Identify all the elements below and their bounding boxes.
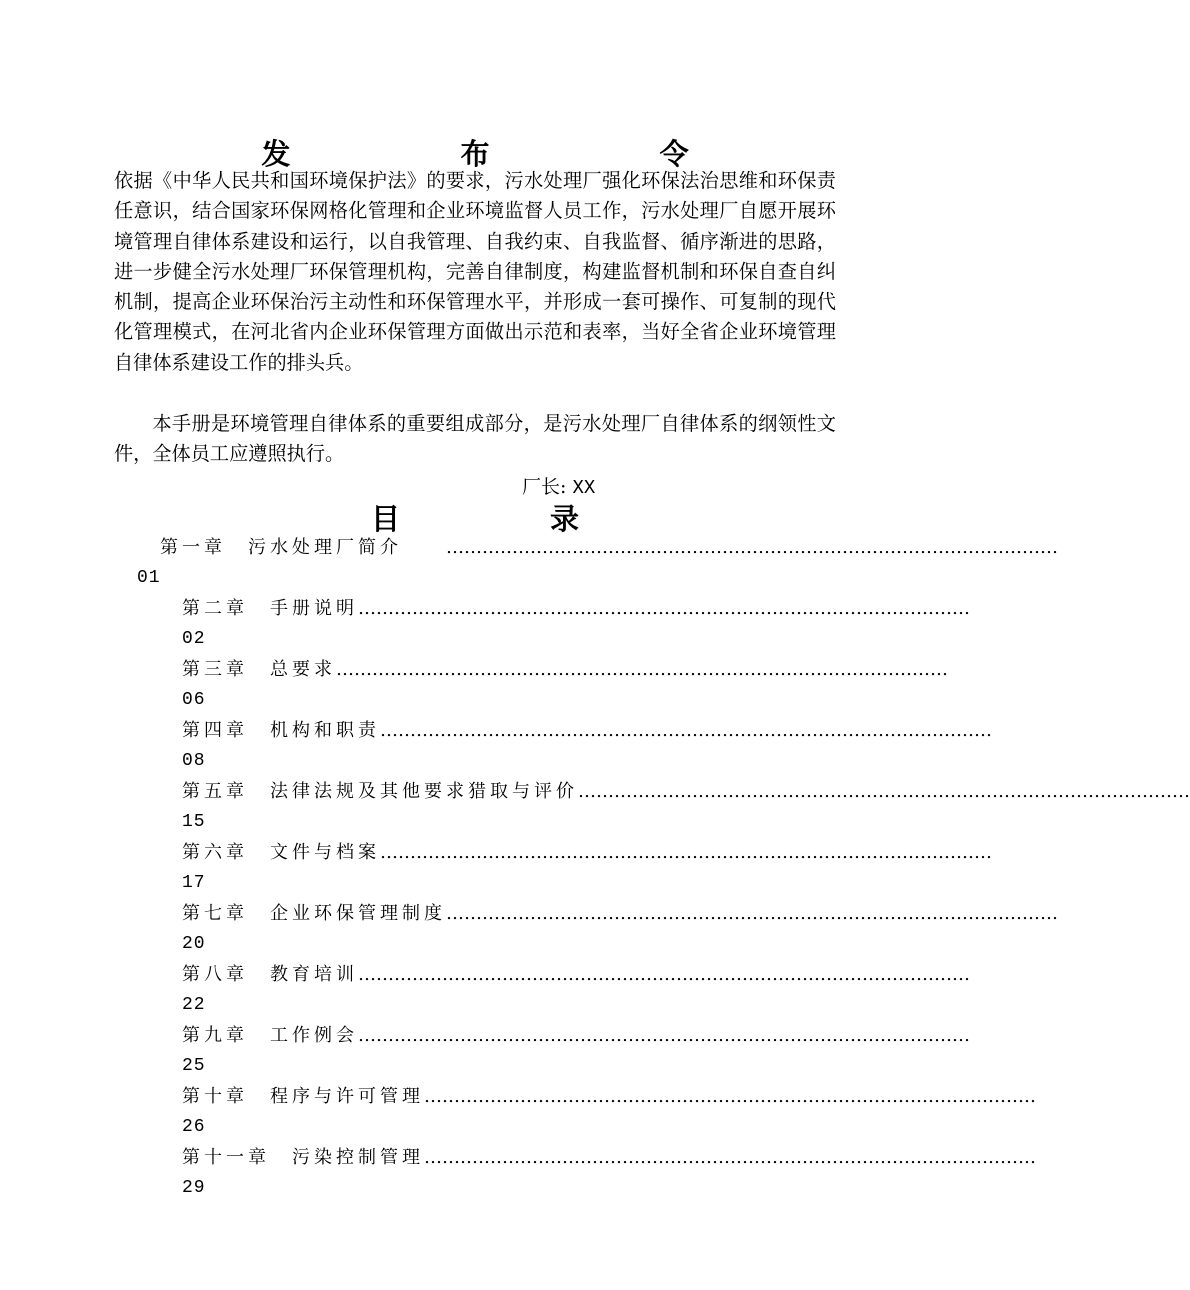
toc-chapter: 第五章 (182, 781, 248, 802)
toc-leader: ………………………………………………………………………………………… (358, 1025, 970, 1046)
toc-page-number: 25 (182, 1056, 206, 1076)
toc-chapter: 第七章 (182, 903, 248, 924)
toc-chapter-name: 污水处理厂简介 (248, 537, 402, 558)
toc-leader: ………………………………………………………………………………………… (446, 903, 1058, 924)
table-of-contents (0, 533, 1190, 1204)
toc-page-number: 02 (182, 629, 206, 649)
toc-leader: ………………………………………………………………………………………… (358, 598, 970, 619)
decree-title: 发 布 令 (261, 137, 769, 171)
toc-chapter-name: 企业环保管理制度 (270, 903, 446, 924)
toc-chapter: 第六章 (182, 842, 248, 863)
toc-leader: ………………………………………………………………………………………… (424, 1086, 1036, 1107)
toc-chapter-name: 机构和职责 (270, 720, 380, 741)
toc-page-number: 15 (182, 812, 206, 832)
toc-leader: ………………………………………………………………………………………… (380, 720, 992, 741)
toc-page-number: 17 (182, 873, 206, 893)
toc-entry[interactable] (0, 960, 970, 1021)
toc-page-number: 22 (182, 995, 206, 1015)
toc-entry[interactable] (0, 533, 1058, 594)
toc-page-number: 06 (182, 690, 206, 710)
toc-entry[interactable] (0, 1082, 1036, 1143)
signature-value: XX (572, 477, 596, 499)
toc-entry[interactable] (0, 838, 992, 899)
toc-chapter: 第一章 (160, 537, 226, 558)
toc-chapter-name: 总要求 (270, 659, 336, 680)
toc-entry[interactable] (0, 594, 970, 655)
toc-entry[interactable] (0, 655, 950, 716)
toc-leader: ………………………………………………………………………………………… (578, 781, 1190, 802)
toc-title: 目 录 (370, 502, 650, 536)
toc-chapter: 第十章 (182, 1086, 248, 1107)
decree-paragraph-2: 本手册是环境管理自律体系的重要组成部分，是污水处理厂自律体系的纲领性文件，全体员工应遵照执行。 (114, 412, 836, 466)
toc-chapter-name: 程序与许可管理 (270, 1086, 424, 1107)
toc-leader: ………………………………………………………………………………………… (358, 964, 970, 985)
toc-entry[interactable] (0, 899, 1058, 960)
toc-chapter-name: 教育培训 (270, 964, 358, 985)
toc-page-number: 29 (182, 1178, 206, 1198)
toc-entry[interactable] (0, 777, 1190, 838)
toc-leader: ………………………………………………………………………………………… (336, 659, 948, 680)
toc-chapter: 第八章 (182, 964, 248, 985)
toc-chapter-name: 手册说明 (270, 598, 358, 619)
toc-leader: ………………………………………………………………………………………… (380, 842, 992, 863)
toc-chapter: 第四章 (182, 720, 248, 741)
toc-entry[interactable] (0, 1143, 1036, 1204)
toc-chapter: 第三章 (182, 659, 248, 680)
toc-chapter: 第二章 (182, 598, 248, 619)
toc-entry[interactable] (0, 1021, 970, 1082)
toc-chapter-name: 文件与档案 (270, 842, 380, 863)
toc-chapter: 第十一章 (182, 1147, 270, 1168)
toc-page-number: 01 (137, 568, 161, 588)
toc-chapter-name: 工作例会 (270, 1025, 358, 1046)
signature (522, 472, 595, 499)
toc-page-number: 26 (182, 1117, 206, 1137)
toc-leader: ………………………………………………………………………………………… (424, 1147, 1036, 1168)
decree-paragraph-1: 依据《中华人民共和国环境保护法》的要求，污水处理厂强化环保法治思维和环保责任意识，结合国家环保网格化管理和企业环境监督人员工作，污水处理厂自愿开展环境管理自律体系建设和运行，以自我管理、自我约束、自我监督、循序渐进的思路，进一步健全污水处理厂环保管理机构，完善自律制度，构建监督机制和环保自查自纠机制，提高企业环保治污主动性和环保管理水平，并形成一套可操作、可复制的现代化管理模式，在河北省内企业环保管理方面做出示范和表率，当好全省企业环境管理自律体系建设工作的排头兵。 (114, 169, 836, 374)
toc-entry[interactable] (0, 716, 992, 777)
toc-chapter-name: 污染控制管理 (292, 1147, 424, 1168)
toc-chapter-name: 法律法规及其他要求猎取与评价 (270, 781, 578, 802)
toc-chapter: 第九章 (182, 1025, 248, 1046)
toc-page-number: 08 (182, 751, 206, 771)
toc-leader: ………………………………………………………………………………………… (446, 537, 1058, 558)
signature-label: 厂长: (522, 476, 567, 498)
toc-page-number: 20 (182, 934, 206, 954)
